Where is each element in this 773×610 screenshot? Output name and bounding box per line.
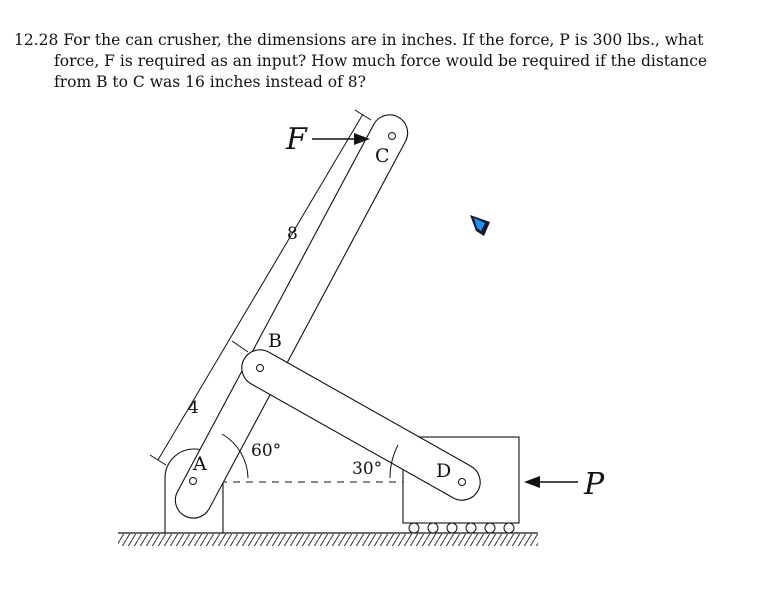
label-angle-d: 30°	[352, 459, 383, 479]
rollers	[409, 523, 514, 533]
label-c: C	[375, 145, 390, 167]
label-dim-upper: 8	[287, 224, 298, 244]
label-f: F	[286, 122, 307, 157]
pin-a	[190, 478, 197, 485]
label-b: B	[268, 330, 282, 352]
label-d: D	[436, 460, 452, 482]
problem-number: 12.28	[14, 31, 59, 49]
pin-d	[459, 479, 466, 486]
force-f-arrow	[312, 133, 370, 145]
pin-b	[257, 365, 264, 372]
ground	[118, 533, 538, 546]
lever-ac	[175, 115, 407, 518]
problem-line-2: force, F is required as an input? How much force would be required if the distance	[54, 52, 708, 70]
pin-c	[389, 133, 396, 140]
label-dim-lower: 4	[188, 398, 199, 418]
diamond-cursor-icon	[470, 215, 490, 236]
label-a: A	[193, 453, 207, 475]
problem-line-3: from B to C was 16 inches instead of 8?	[54, 73, 366, 91]
label-p: P	[584, 467, 605, 502]
label-angle-a: 60°	[251, 441, 282, 461]
problem-line-1: 12.28 For the can crusher, the dimensions are in inches. If the force, P is 300 lbs., what	[14, 31, 704, 49]
force-p-arrow	[524, 476, 578, 488]
